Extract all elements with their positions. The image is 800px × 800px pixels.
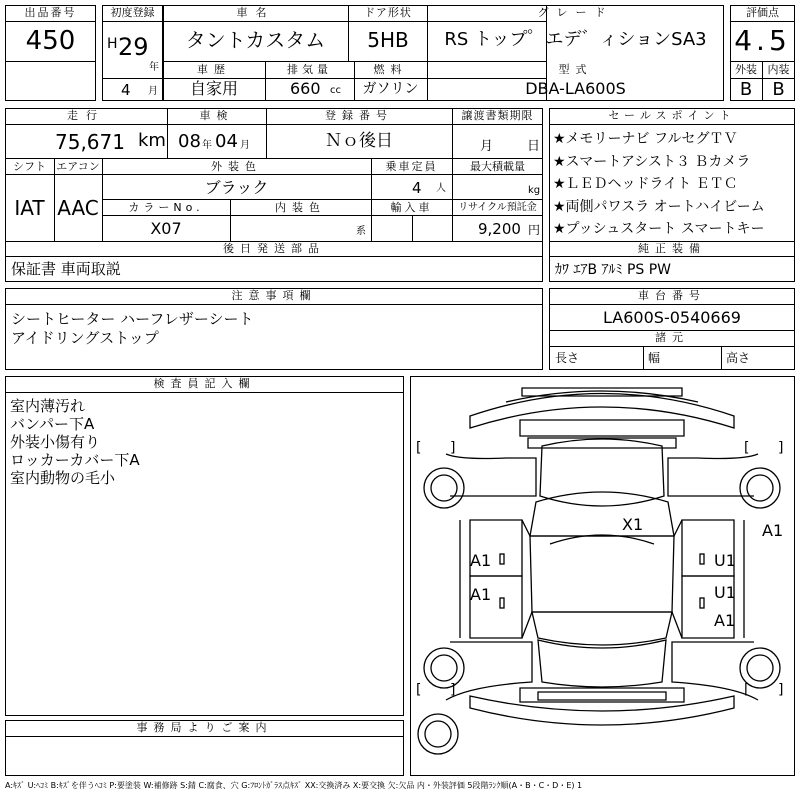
lot-number: 450 [25, 26, 76, 56]
disp-unit: cc [330, 85, 341, 96]
color: ブラック [204, 178, 269, 197]
equip-label: 純正装備 [638, 242, 706, 255]
color-label: 外装色 [211, 160, 262, 173]
damage-mark: A1 [762, 521, 784, 540]
inspector-line: ロッカーカバー下A [10, 451, 140, 469]
colorno: X07 [150, 219, 182, 238]
transfer-month: 月 [480, 139, 494, 154]
grade-outer [427, 5, 724, 101]
docs: 保証書 車両取説 [11, 260, 121, 278]
load-unit: kg [528, 185, 541, 196]
note-line: シートヒーター ハーフレザーシート [11, 310, 254, 328]
month-unit: 月 [148, 86, 158, 97]
transfer-label: 譲渡書類期限 [461, 109, 534, 122]
capacity: 4 [412, 179, 422, 197]
fuel-label: 燃料 [373, 63, 408, 76]
fuel: ガソリン [362, 81, 419, 97]
load-label: 最大積載量 [470, 160, 525, 173]
shift-label: シフト [13, 160, 46, 173]
inspector-label: 検査員記入欄 [153, 377, 256, 390]
intcolor-label: 内装色 [275, 201, 326, 214]
svg-text:]: ] [778, 440, 784, 456]
int-grade: B [772, 79, 785, 100]
docs-label: 後日発送部品 [223, 242, 325, 255]
damage-marks [470, 515, 783, 630]
ac-label: エアコン [56, 160, 100, 173]
score: 4.5 [734, 24, 791, 57]
office-label: 事務局よりご案内 [136, 721, 273, 734]
chassis-label: 車台番号 [638, 289, 706, 302]
damage-mark: A1 [470, 585, 492, 604]
history: 自家用 [189, 79, 238, 98]
ac: AAC [57, 196, 99, 220]
mileage: 75,671 [55, 130, 125, 154]
note-line: アイドリングストップ [11, 329, 159, 347]
model-code: DBA-LA600S [525, 79, 626, 98]
grade-label: グレード [537, 6, 614, 19]
int-label: 内装 [767, 63, 790, 76]
inspector-line: バンパー下A [10, 415, 95, 433]
door-label: ドア形状 [364, 6, 412, 19]
shift: IAT [14, 196, 45, 220]
score-label: 評価点 [746, 6, 779, 19]
svg-text:]: ] [450, 440, 456, 456]
first-reg-label: 初度登録 [110, 6, 155, 19]
vehicle-name: タントカスタム [185, 28, 326, 52]
sales-point: ★ＬＥＤヘッドライト ＥＴＣ [553, 176, 738, 192]
grade: RS トップ゜エデ゛ィションSA3 [444, 29, 707, 50]
lot-label: 出品番号 [24, 6, 77, 19]
plate-label: 登録番号 [325, 109, 393, 122]
damage-mark: U1 [714, 583, 736, 602]
first-reg-month: 4 [121, 81, 131, 99]
door-type: 5HB [367, 28, 409, 52]
damage-mark: A1 [470, 551, 492, 570]
recycle-label: リサイクル預託金 [458, 202, 537, 213]
transfer-day: 日 [527, 139, 541, 154]
inspect-label: 車検 [199, 109, 234, 122]
width-label: 幅 [648, 351, 661, 365]
notes-label: 注意事項欄 [231, 289, 317, 302]
length-label: 長さ [555, 351, 580, 365]
inspector-lines [10, 397, 140, 487]
svg-text:[: [ [416, 440, 422, 456]
notes-lines [11, 310, 254, 348]
intcolor-suffix: 系 [356, 226, 366, 237]
car-diagram [410, 376, 795, 776]
model-label: 型式 [558, 63, 593, 76]
inspect-year: 08 [178, 131, 201, 152]
equipment: ｶﾜ ｴｱB ｱﾙﾐ PS PW [555, 262, 672, 278]
legend: A:ｷｽﾞ U:ﾍｺﾐ B:ｷｽﾞを伴うﾍｺﾐ P:要塗装 W:補修跡 S:錆 C:腐食、穴 G:ﾌﾛﾝﾄｶﾞﾗｽ点ｷｽﾞ XX:交換済み X:要交換 欠:欠品 内・外装評価 5段階ﾗﾝｸ順(A・B・C・D・E) 1 [5, 781, 583, 790]
name-label: 車名 [236, 6, 275, 19]
inspector-line: 室内動物の毛小 [10, 469, 116, 487]
sales-points [553, 128, 793, 241]
mileage-unit: km [138, 130, 166, 151]
era: H [107, 36, 118, 52]
damage-mark: A1 [714, 611, 736, 630]
disp-label: 排気量 [287, 63, 332, 76]
inspect-year-unit: 年 [202, 140, 212, 151]
sales-point: ★両側パワスラ オートハイビーム [553, 198, 765, 215]
sales-point: ★プッシュスタート スマートキー [553, 221, 765, 237]
sales-point: ★スマートアシスト３ Ｂカメラ [553, 153, 751, 170]
svg-text:[: [ [744, 440, 750, 456]
recycle: 9,200 [478, 220, 521, 238]
svg-text:[: [ [744, 682, 750, 698]
chassis-number: LA600S-0540669 [603, 308, 741, 327]
inspector-line: 外装小傷有り [10, 433, 101, 451]
colorno-label: カラーNo. [128, 201, 204, 214]
cap-label: 乗車定員 [385, 160, 438, 173]
mileage-label: 走行 [67, 109, 105, 122]
displacement: 660 [290, 79, 321, 98]
sales-point: ★メモリーナビ フルセグＴＶ [553, 131, 738, 147]
first-reg-year: 29 [118, 33, 149, 61]
ext-grade: B [739, 79, 753, 100]
history-label: 車歴 [197, 63, 231, 76]
import-label: 輸入車 [390, 201, 433, 214]
inspect-month-unit: 月 [240, 140, 250, 151]
svg-text:[: [ [416, 682, 422, 698]
svg-text:]: ] [778, 682, 784, 698]
spec-label: 諸元 [655, 331, 689, 344]
svg-text:]: ] [450, 682, 456, 698]
height-label: 高さ [726, 351, 751, 365]
year-unit: 年 [149, 62, 159, 73]
damage-mark: U1 [714, 551, 736, 570]
ext-label: 外装 [735, 63, 757, 76]
cap-unit: 人 [436, 183, 446, 194]
recycle-unit: 円 [528, 223, 541, 237]
inspector-line: 室内薄汚れ [10, 397, 86, 415]
plate: Ｎｏ後日 [325, 131, 393, 151]
inspect-month: 04 [215, 131, 238, 152]
sales-label: セールスポイント [608, 109, 736, 122]
damage-mark: X1 [622, 515, 644, 534]
